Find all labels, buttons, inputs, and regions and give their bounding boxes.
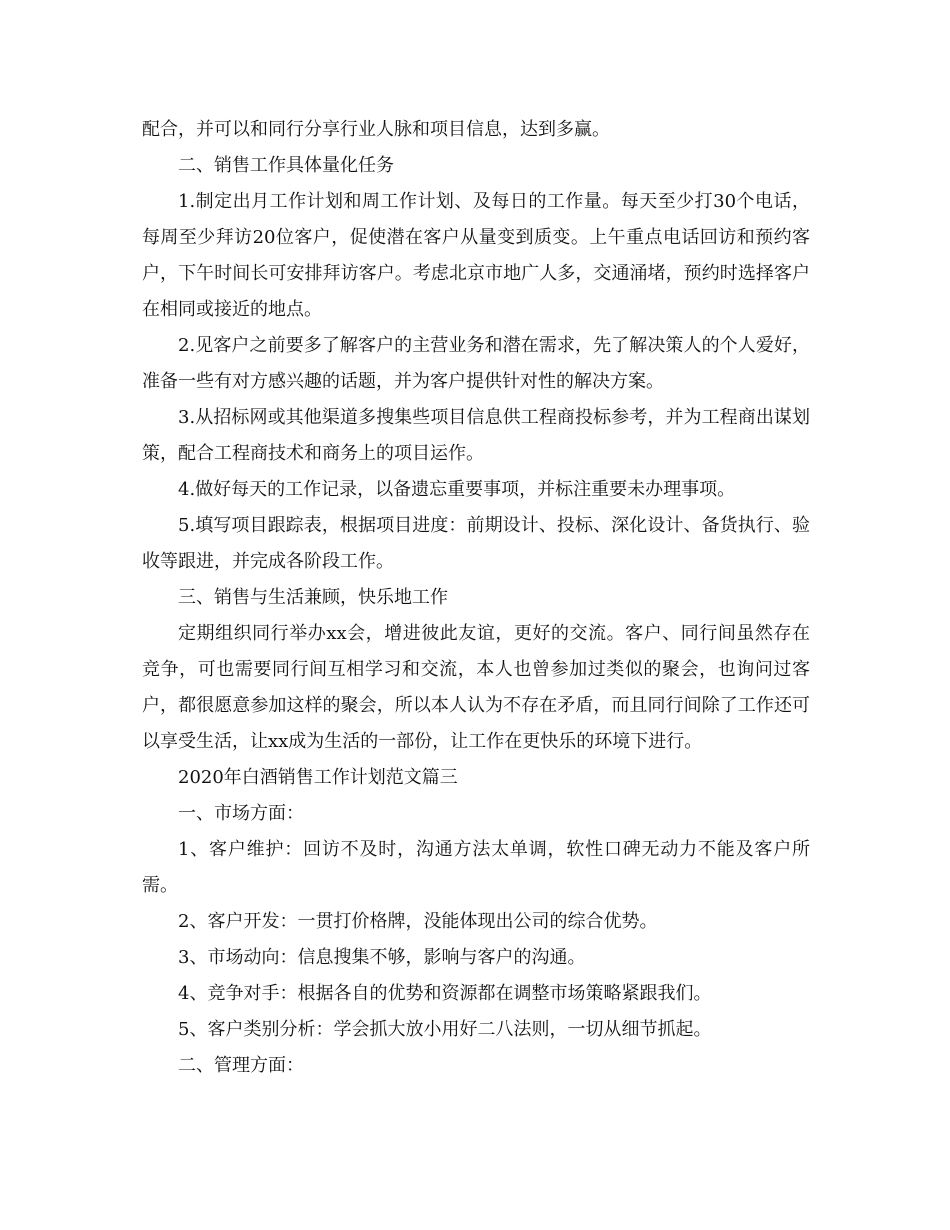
list-item-competitors: 4、竞争对手：根据各自的优势和资源都在调整市场策略紧跟我们。 [178, 983, 712, 1004]
paragraph-task-1: 1.制定出月工作计划和周工作计划、及每日的工作量。每天至少打30个电话，每周至少拜访20位客户，促使潜在客户从量变到质变。上午重点电话回访和预约客户，下午时间长可安排拜访客户。考虑北京市地广人多，交通涌堵，预约时选择客户在相同或接近的地点。 [142, 191, 810, 320]
document-body [142, 112, 810, 1084]
list-item-market-trends: 3、市场动向：信息搜集不够，影响与客户的沟通。 [178, 947, 586, 968]
paragraph-task-3: 3.从招标网或其他渠道多搜集些项目信息供工程商投标参考，并为工程商出谋划策，配合工程商技术和商务上的项目运作。 [142, 407, 810, 464]
article-title-part-three: 2020年白酒销售工作计划范文篇三 [178, 767, 458, 788]
list-item-customer-analysis: 5、客户类别分析：学会抓大放小用好二八法则，一切从细节抓起。 [178, 1019, 712, 1040]
section-heading-market: 一、市场方面： [178, 803, 304, 824]
list-item-customer-maintenance: 1、客户维护：回访不及时，沟通方法太单调，软性口碑无动力不能及客户所需。 [142, 839, 810, 896]
paragraph-continuation: 配合，并可以和同行分享行业人脉和项目信息，达到多赢。 [142, 119, 610, 140]
paragraph-task-5: 5.填写项目跟踪表，根据项目进度：前期设计、投标、深化设计、备货执行、验收等跟进，并完成各阶段工作。 [142, 515, 810, 572]
section-heading-quantified-tasks: 二、销售工作具体量化任务 [178, 155, 394, 176]
paragraph-task-2: 2.见客户之前要多了解客户的主营业务和潜在需求，先了解决策人的个人爱好，准备一些有对方感兴趣的话题，并为客户提供针对性的解决方案。 [142, 335, 810, 392]
list-item-customer-development: 2、客户开发：一贯打价格牌，没能体现出公司的综合优势。 [178, 911, 658, 932]
section-heading-management: 二、管理方面： [178, 1055, 304, 1076]
paragraph-gathering: 定期组织同行举办xx会，增进彼此友谊，更好的交流。客户、同行间虽然存在竞争，可也需要同行间互相学习和交流，本人也曾参加过类似的聚会，也询问过客户，都很愿意参加这样的聚会，所以本人认为不存在矛盾，而且同行间除了工作还可以享受生活，让xx成为生活的一部份，让工作在更快乐的环境下进行。 [142, 623, 810, 752]
section-heading-work-life: 三、销售与生活兼顾，快乐地工作 [178, 587, 448, 608]
paragraph-task-4: 4.做好每天的工作记录，以备遗忘重要事项，并标注重要未办理事项。 [178, 479, 736, 500]
